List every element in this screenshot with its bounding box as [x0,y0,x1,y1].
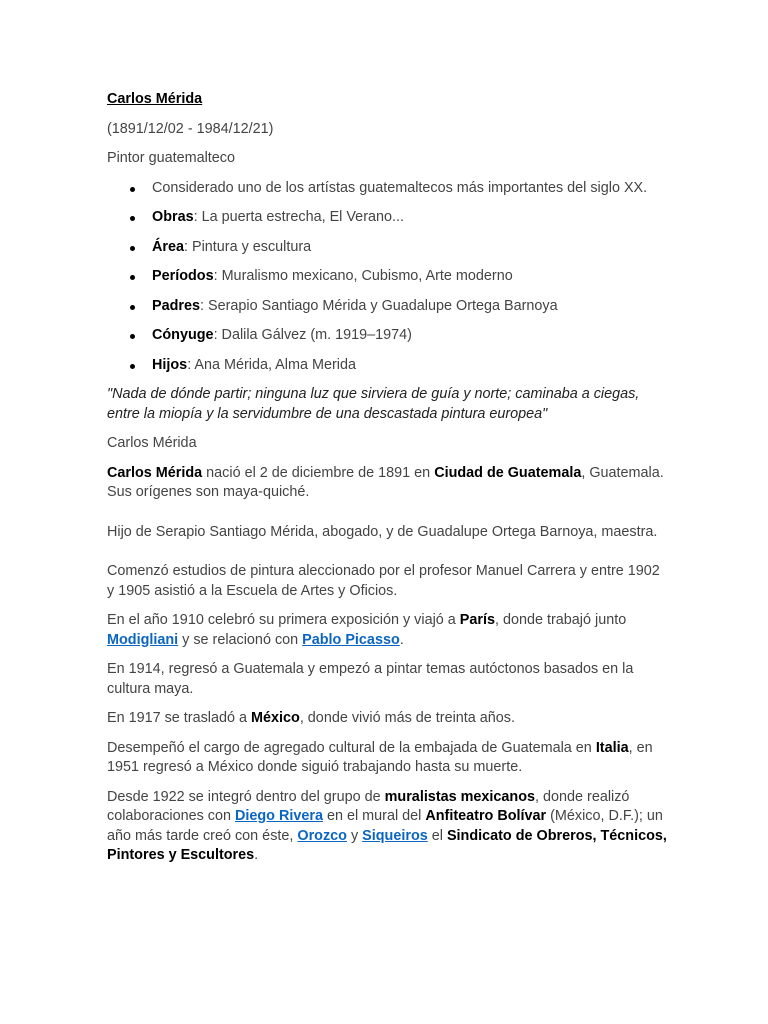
paragraph-studies: Comenzó estudios de pintura aleccionado por el profesor Manuel Carrera y entre 1902 y 1905 asistió a la Escuela de Artes y Oficios. [107,563,660,599]
page-title: Carlos Mérida [107,91,203,107]
link-siqueiros[interactable]: Siqueiros [362,827,428,844]
paragraph-1922: Desde 1922 se integró dentro del grupo de muralistas mexicanos, donde realizó colaboraciones con Diego Rivera en el mural del Anfiteatro Bolívar (México, D.F.); un año más tarde creó con éste, Orozco y Siqueiros el Sindicato de Obreros, Técnicos, Pintores y Escultores. [107,788,667,863]
paragraph-birth: Carlos Mérida nació el 2 de diciembre de 1891 en Ciudad de Guatemala, Guatemala. Sus orígenes son maya-quiché. [107,464,664,500]
list-item-obras: Obras: La puerta estrecha, El Verano... [152,208,667,228]
list-item-conyuge: Cónyuge: Dalila Gálvez (m. 1919–1974) [152,326,667,346]
document-page [107,90,667,876]
link-pablo-picasso[interactable]: Pablo Picasso [302,631,400,648]
paragraph-parents: Hijo de Serapio Santiago Mérida, abogado, y de Guadalupe Ortega Barnoya, maestra. [107,523,658,540]
subtitle: Pintor guatemalteco [107,150,235,166]
paragraph-1917: En 1917 se trasladó a México, donde vivió más de treinta años. [107,710,515,726]
info-list [107,179,667,376]
list-item-padres: Padres: Serapio Santiago Mérida y Guadalupe Ortega Barnoya [152,297,667,317]
paragraph-italia: Desempeñó el cargo de agregado cultural de la embajada de Guatemala en Italia, en 1951 regresó a México donde siguió trabajando hasta su muerte. [107,739,653,775]
list-item-intro: Considerado uno de los artístas guatemaltecos más importantes del siglo XX. [152,179,667,199]
life-dates: (1891/12/02 - 1984/12/21) [107,120,274,137]
list-item-periodos: Períodos: Muralismo mexicano, Cubismo, Arte moderno [152,267,667,287]
list-item-area: Área: Pintura y escultura [152,238,667,258]
link-diego-rivera[interactable]: Diego Rivera [235,808,323,824]
paragraph-1910: En el año 1910 celebró su primera exposición y viajó a París, donde trabajó junto Modigliani y se relacionó con Pablo Picasso. [107,612,627,648]
quote-text: "Nada de dónde partir; ninguna luz que sirviera de guía y norte; caminaba a ciegas, entre la miopía y la servidumbre de una descastada pintura europea" [107,386,640,422]
link-orozco[interactable]: Orozco [297,827,347,844]
paragraph-1914: En 1914, regresó a Guatemala y empezó a pintar temas autóctonos basados en la cultura maya. [107,661,634,697]
link-modigliani[interactable]: Modigliani [107,631,179,648]
quote-author: Carlos Mérida [107,435,197,451]
list-item-hijos: Hijos: Ana Mérida, Alma Merida [152,356,667,376]
